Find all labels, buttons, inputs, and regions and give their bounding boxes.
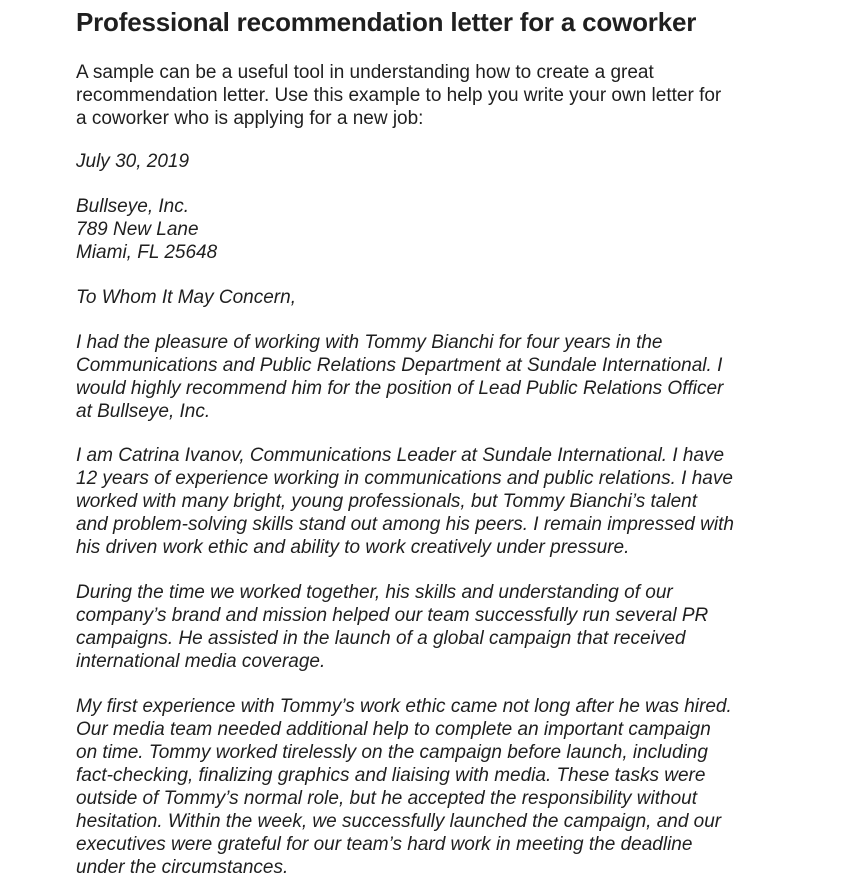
letter-date: July 30, 2019 [76,151,190,172]
paragraph-line: campaigns. He assisted in the launch of a global campaign that received [76,628,686,649]
paragraph-line: worked with many bright, young professionals, but Tommy Bianchi’s talent [76,491,697,512]
paragraph-line: at Bullseye, Inc. [76,401,211,422]
paragraph-line: company’s brand and mission helped our team successfully run several PR [76,605,709,626]
letter-paragraph-1 [76,331,796,423]
letter-paragraph-2 [76,444,796,559]
address-line: 789 New Lane [76,219,199,240]
paragraph-line: his driven work ethic and ability to work creatively under pressure. [76,537,630,558]
paragraph-line: 12 years of experience working in communications and public relations. I have [76,468,733,489]
intro-paragraph [76,61,796,130]
letter-paragraph-3 [76,581,796,673]
intro-line: A sample can be a useful tool in understanding how to create a great [76,62,654,83]
paragraph-line: hesitation. Within the week, we successfully launched the campaign, and our [76,811,722,832]
letter-salutation: To Whom It May Concern, [76,287,296,308]
paragraph-line: executives were grateful for our team’s hard work in meeting the deadline [76,834,693,855]
paragraph-line: Our media team needed additional help to complete an important campaign [76,719,711,740]
paragraph-line: outside of Tommy’s normal role, but he accepted the responsibility without [76,788,697,809]
paragraph-line: During the time we worked together, his skills and understanding of our [76,582,673,603]
address-line: Miami, FL 25648 [76,242,218,263]
letter-address [76,195,796,264]
address-line: Bullseye, Inc. [76,196,189,217]
paragraph-line: and problem-solving skills stand out among his peers. I remain impressed with [76,514,734,535]
paragraph-line: fact-checking, finalizing graphics and liaising with media. These tasks were [76,765,706,786]
intro-line: a coworker who is applying for a new job: [76,108,424,129]
paragraph-line: My first experience with Tommy’s work ethic came not long after he was hired. [76,696,732,717]
paragraph-line: I am Catrina Ivanov, Communications Leader at Sundale International. I have [76,445,725,466]
paragraph-line: would highly recommend him for the position of Lead Public Relations Officer [76,378,724,399]
page-title: Professional recommendation letter for a coworker [76,7,697,37]
intro-line: recommendation letter. Use this example to help you write your own letter for [76,85,722,106]
paragraph-line: on time. Tommy worked tirelessly on the campaign before launch, including [76,742,708,763]
paragraph-line: under the circumstances. [76,857,289,878]
letter-paragraph-4 [76,695,796,879]
paragraph-line: I had the pleasure of working with Tommy Bianchi for four years in the [76,332,663,353]
paragraph-line: Communications and Public Relations Department at Sundale International. I [76,355,723,376]
paragraph-line: international media coverage. [76,651,326,672]
